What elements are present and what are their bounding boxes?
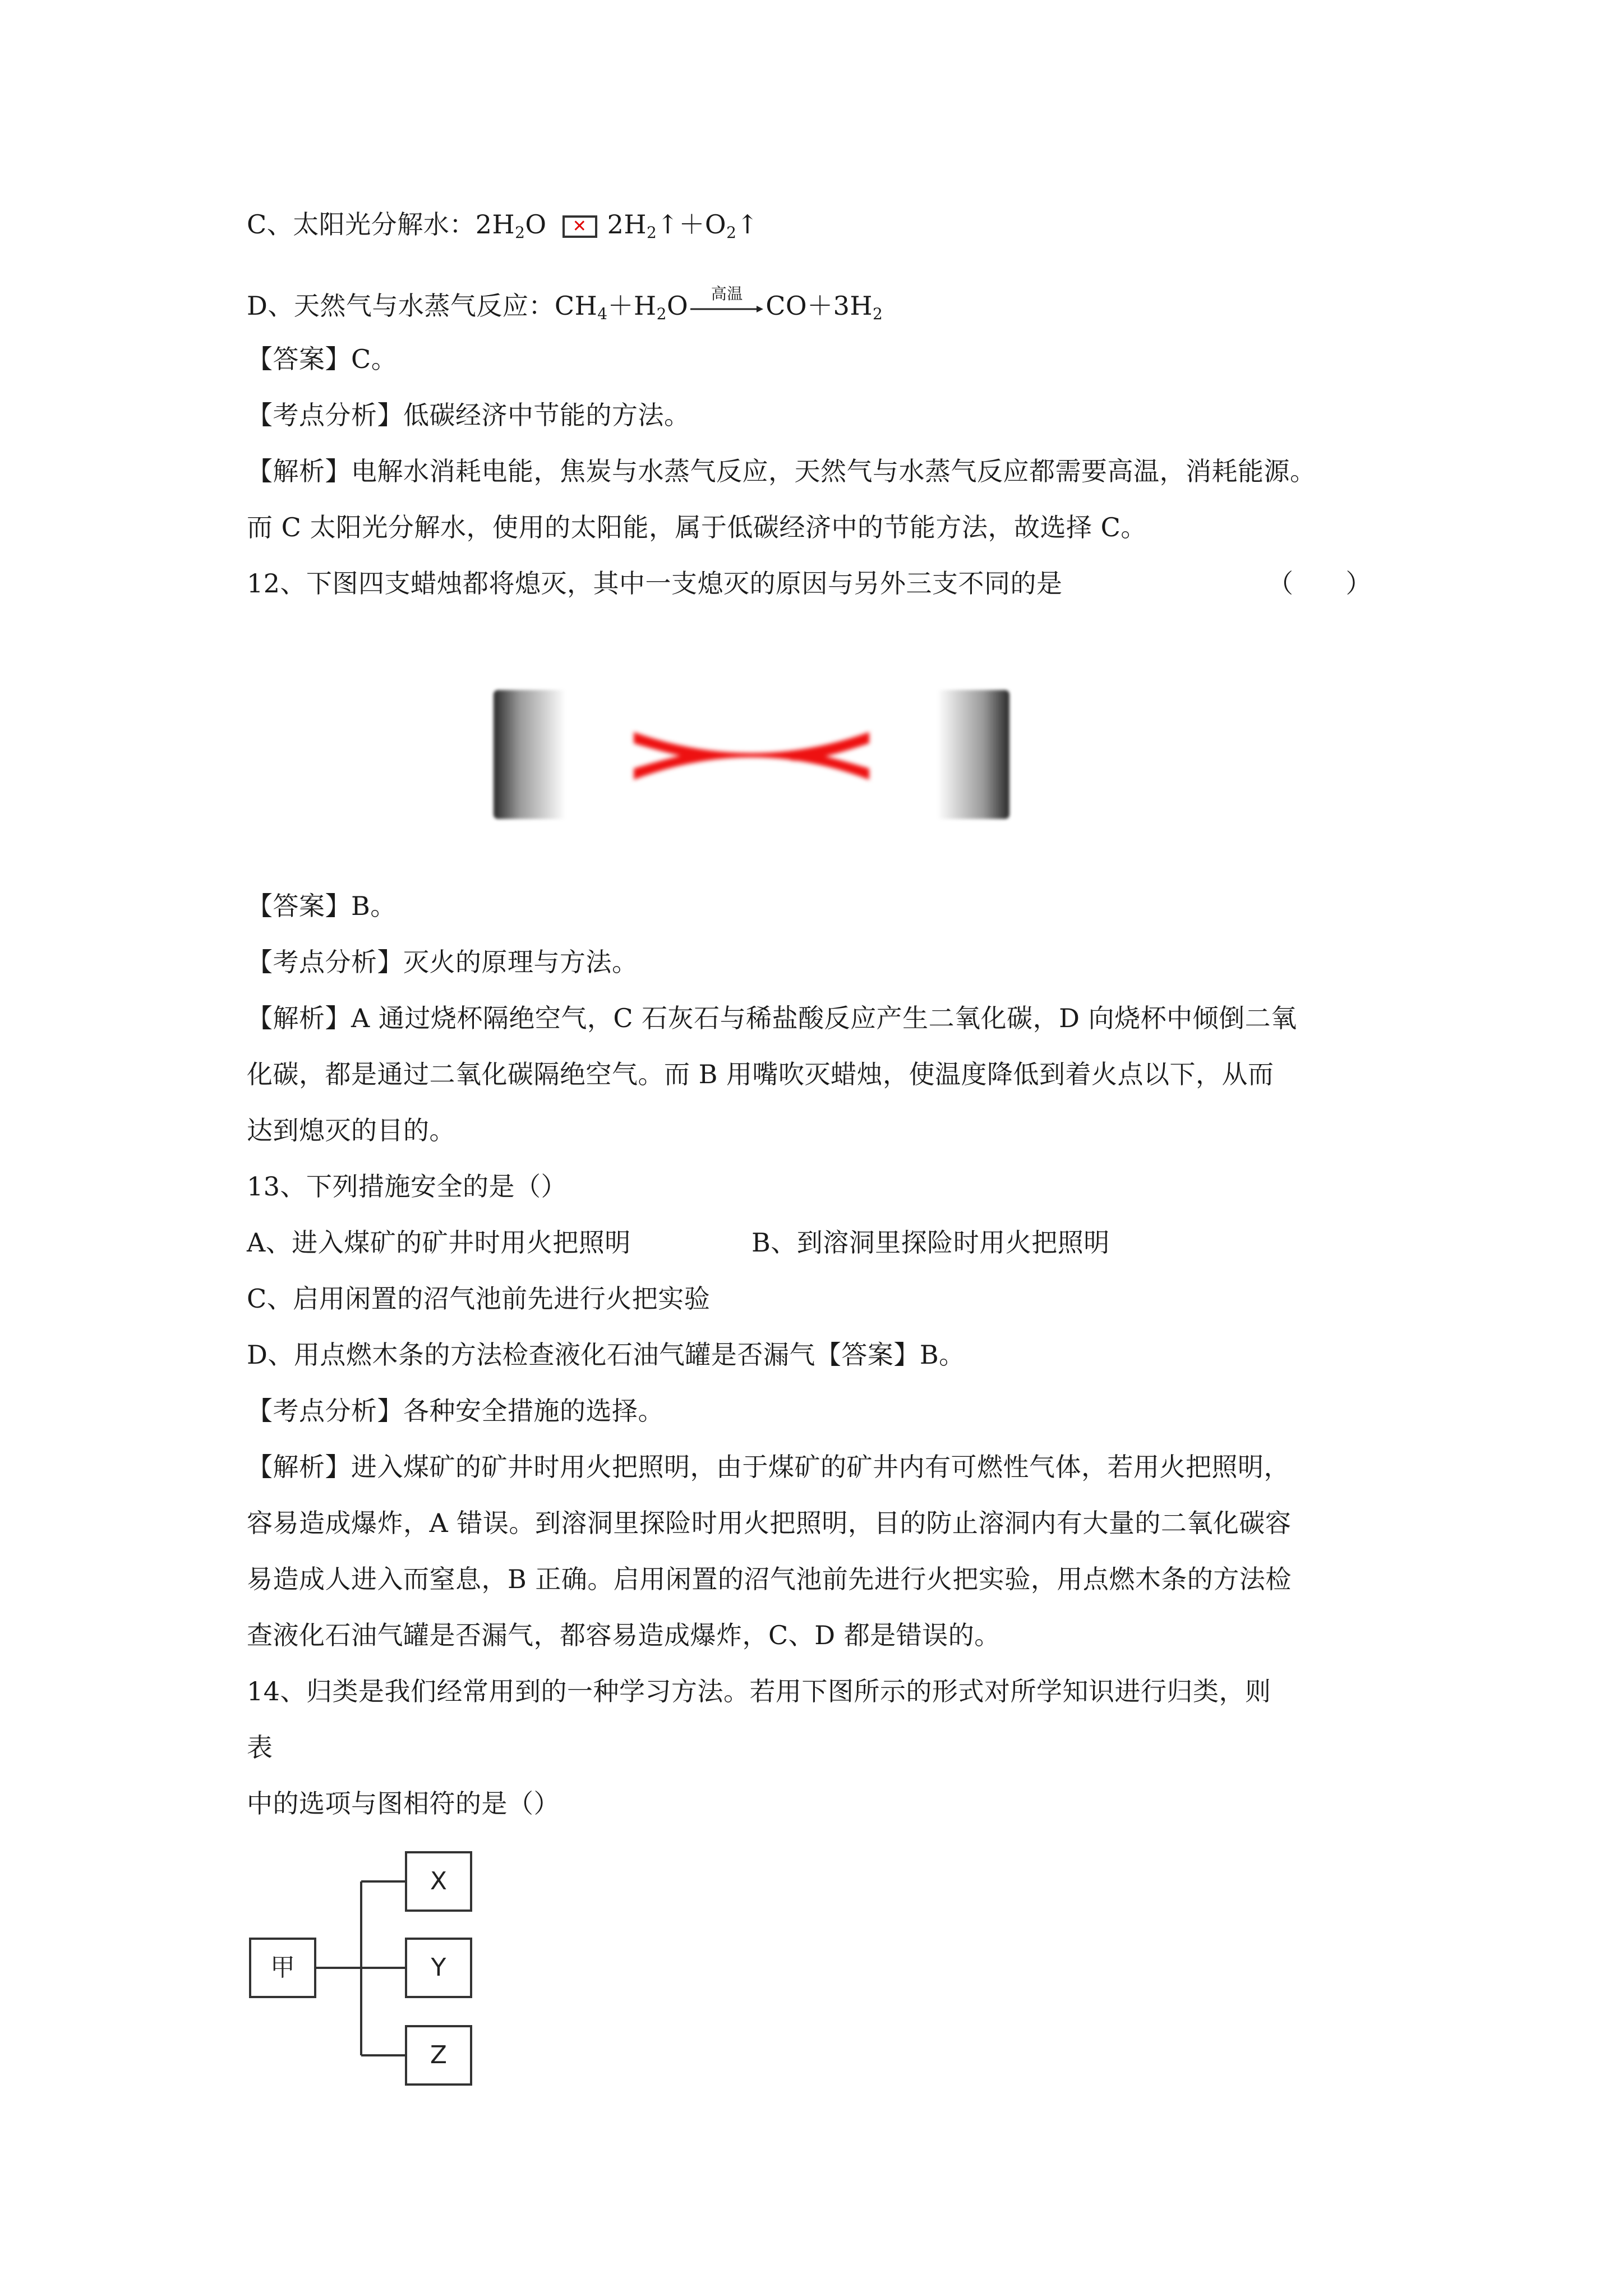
option-d-text: ＋H bbox=[607, 291, 657, 321]
q13-analysis: 【考点分析】各种安全措施的选择。 bbox=[247, 1396, 664, 1426]
option-d-text: O bbox=[666, 291, 689, 321]
q13-option-a: A、进入煤矿的矿井时用火把照明 bbox=[247, 1227, 631, 1258]
q13-explanation-line: 易造成人进入而窒息，B 正确。启用闲置的沼气池前先进行火把实验，用点燃木条的方法检 bbox=[247, 1564, 1292, 1594]
q13-explanation-line: 查液化石油气罐是否漏气，都容易造成爆炸，C、D 都是错误的。 bbox=[247, 1620, 1000, 1650]
subscript: 2 bbox=[873, 305, 883, 323]
broken-image-icon: ✕ bbox=[562, 215, 597, 238]
subscript: 2 bbox=[647, 223, 657, 242]
subscript: 2 bbox=[515, 223, 525, 242]
option-c-text: O bbox=[525, 209, 547, 240]
option-c-text: ↑ bbox=[736, 209, 759, 240]
q12-explanation-line: 【解析】A 通过烧杯隔绝空气，C 石灰石与稀盐酸反应产生二氧化碳，D 向烧杯中倾倒二氧 bbox=[247, 1003, 1297, 1033]
q11-answer: 【答案】C。 bbox=[247, 344, 398, 374]
diagram-child-label: Y bbox=[431, 1953, 446, 1982]
q13-option-c: C、启用闲置的沼气池前先进行火把实验 bbox=[247, 1283, 711, 1314]
subscript: 2 bbox=[726, 223, 737, 242]
option-d-equation bbox=[247, 284, 883, 331]
subscript: 4 bbox=[597, 305, 608, 323]
option-c-text: 2H bbox=[607, 209, 647, 240]
option-c-text: C、太阳光分解水：2H bbox=[247, 209, 515, 240]
q14-stem-line: 表 bbox=[247, 1732, 273, 1763]
option-d-text: CO＋3H bbox=[766, 291, 873, 321]
q13-option-b: B、到溶洞里探险时用火把照明 bbox=[751, 1227, 1110, 1258]
diagram-root-label: 甲 bbox=[270, 1953, 295, 1982]
reaction-condition: 高温 bbox=[711, 284, 743, 303]
q12-analysis: 【考点分析】灭火的原理与方法。 bbox=[247, 947, 638, 977]
option-c-text: ↑＋O bbox=[657, 209, 727, 240]
diagram-child-label: Z bbox=[430, 2041, 448, 2069]
arrow-icon bbox=[690, 305, 763, 314]
q11-explanation-line: 而 C 太阳光分解水，使用的太阳能，属于低碳经济中的节能方法，故选择 C。 bbox=[247, 512, 1147, 542]
q12-stem bbox=[247, 567, 1063, 600]
classification-diagram bbox=[247, 1846, 482, 2098]
q11-explanation-line: 【解析】电解水消耗电能，焦炭与水蒸气反应，天然气与水蒸气反应都需要高温，消耗能源。 bbox=[247, 456, 1316, 486]
option-d-text: D、天然气与水蒸气反应：CH bbox=[247, 291, 598, 321]
q12-answer-paren: （ ） bbox=[1267, 568, 1372, 599]
q13-stem: 13、下列措施安全的是（） bbox=[247, 1171, 568, 1202]
q12-explanation-line: 达到熄灭的目的。 bbox=[247, 1115, 455, 1145]
q11-analysis: 【考点分析】低碳经济中节能的方法。 bbox=[247, 400, 690, 430]
option-c-equation bbox=[247, 208, 758, 250]
q13-explanation-line: 【解析】进入煤矿的矿井时用火把照明，由于煤矿的矿井内有可燃性气体，若用火把照明， bbox=[247, 1452, 1290, 1482]
q12-explanation-line: 化碳，都是通过二氧化碳隔绝空气。而 B 用嘴吹灭蜡烛，使温度降低到着火点以下，从而 bbox=[247, 1059, 1274, 1089]
q14-stem-line: 14、归类是我们经常用到的一种学习方法。若用下图所示的形式对所学知识进行归类，则 bbox=[247, 1676, 1271, 1706]
q14-stem-line: 中的选项与图相符的是（） bbox=[247, 1788, 560, 1819]
subscript: 2 bbox=[656, 305, 667, 323]
q13-explanation-line: 容易造成爆炸，A 错误。到溶洞里探险时用火把照明，目的防止溶洞内有大量的二氧化碳容 bbox=[247, 1508, 1292, 1538]
diagram-child-label: X bbox=[430, 1867, 448, 1895]
q12-stem-text: 12、下图四支蜡烛都将熄灭，其中一支熄灭的原因与另外三支不同的是 bbox=[247, 568, 1063, 599]
reaction-arrow bbox=[690, 284, 763, 319]
q13-option-d: D、用点燃木条的方法检查液化石油气罐是否漏气【答案】B。 bbox=[247, 1340, 965, 1370]
broken-image-icon bbox=[494, 690, 1009, 819]
q12-answer: 【答案】B。 bbox=[247, 891, 396, 921]
